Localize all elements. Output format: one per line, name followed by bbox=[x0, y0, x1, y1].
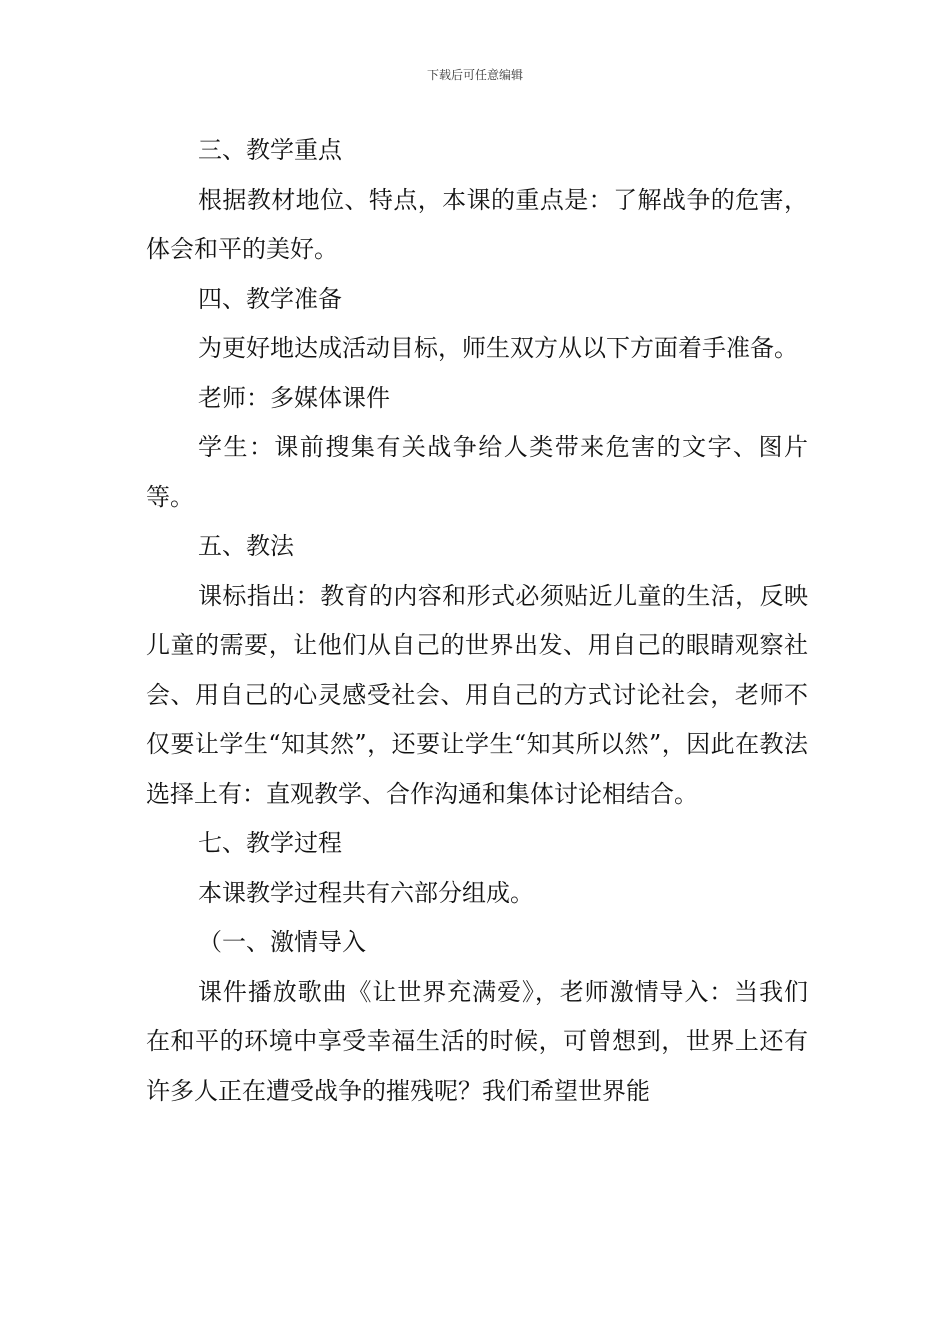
subsection-heading: （一、激情导入 bbox=[198, 928, 366, 956]
section-heading: 四、教学准备 bbox=[198, 284, 342, 313]
paragraph: 课件播放歌曲《让世界充满爱》，老师激情导入：当我们在和平的环境中享受幸福生活的时候，可曾想到，世界上还有许多人正在遭受战争的摧残呢？我们希望世界能 bbox=[146, 977, 808, 1105]
paragraph: 课标指出：教育的内容和形式必须贴近儿童的生活，反映儿童的需要，让他们从自己的世界出发、用自己的眼睛观察社会、用自己的心灵感受社会、用自己的方式讨论社会，老师不仅要让学生“知其然”，还要让学生“知其所以然”，因此在教法选择上有：直观教学、合作沟通和集体讨论相结合。 bbox=[146, 581, 808, 808]
paragraph: 学生：课前搜集有关战争给人类带来危害的文字、图片等。 bbox=[146, 433, 808, 511]
section-heading: 五、教法 bbox=[198, 532, 294, 560]
document-body bbox=[146, 126, 808, 1116]
page-header: 下载后可任意编辑 bbox=[426, 68, 523, 82]
section-heading: 七、教学过程 bbox=[198, 829, 342, 857]
paragraph: 本课教学过程共有六部分组成。 bbox=[198, 878, 534, 907]
section-heading: 三、教学重点 bbox=[198, 136, 342, 164]
paragraph: 根据教材地位、特点，本课的重点是：了解战争的危害，体会和平的美好。 bbox=[146, 185, 808, 263]
paragraph: 老师：多媒体课件 bbox=[198, 383, 390, 412]
paragraph: 为更好地达成活动目标，师生双方从以下方面着手准备。 bbox=[198, 334, 798, 362]
